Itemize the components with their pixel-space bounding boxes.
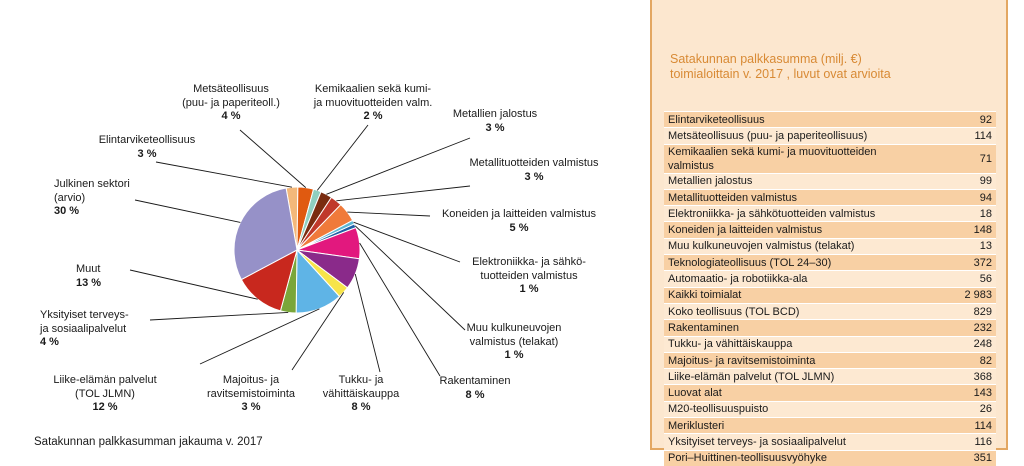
slice-label: [88, 134, 206, 161]
leader-line: [355, 274, 380, 372]
table-row: [664, 369, 996, 385]
table-cell-label: Metallien jalostus: [664, 173, 928, 189]
table-row: [664, 418, 996, 434]
slice-label-name: Rakentaminen: [439, 375, 511, 387]
slice-label-name: Liike-elämän palvelut (TOL JLMN): [53, 374, 157, 400]
table-cell-value: 116: [928, 434, 996, 450]
table-cell-value: 114: [928, 128, 996, 144]
table-cell-label: Tukku- ja vähittäiskauppa: [664, 336, 928, 352]
table-cell-value: 368: [928, 369, 996, 385]
slice-label-name: Metallituotteiden valmistus: [469, 157, 599, 169]
table-cell-label: Automaatio- ja robotiikka-ala: [664, 271, 928, 287]
chart-caption: Satakunnan palkkasumman jakauma v. 2017: [34, 436, 263, 448]
slice-label-percent: 8 %: [465, 388, 485, 401]
slice-label-name: Muu kulkuneuvojen valmistus (telakat): [466, 322, 562, 348]
slice-label: [441, 108, 549, 135]
leader-line: [355, 226, 465, 330]
table-row: [664, 222, 996, 238]
table-cell-value: 18: [928, 206, 996, 222]
slice-label-percent: 2 %: [363, 110, 383, 122]
table-cell-label: Teknologiateollisuus (TOL 24–30): [664, 255, 928, 271]
table-row: [664, 352, 996, 368]
slice-label-percent: 1 %: [504, 349, 524, 361]
slice-label: [40, 374, 170, 415]
table-cell-label: Metallituotteiden valmistus: [664, 189, 928, 205]
slice-label-percent: 3 %: [241, 401, 261, 413]
leader-line: [360, 243, 440, 376]
table-cell-label: Kemikaalien sekä kumi- ja muovituotteiden valmistus: [664, 144, 928, 173]
slice-label: [176, 83, 286, 124]
table-cell-label: Majoitus- ja ravitsemistoiminta: [664, 352, 928, 368]
slice-label: [430, 208, 608, 235]
table-cell-label: Yksityiset terveys- ja sosiaalipalvelut: [664, 434, 928, 450]
leader-line: [156, 162, 292, 187]
table-row: [664, 271, 996, 287]
slice-label-percent: 30 %: [54, 205, 80, 217]
slice-label-name: Metsäteollisuus (puu- ja paperiteoll.): [182, 83, 280, 109]
table-cell-value: 99: [928, 173, 996, 189]
slice-label-percent: 5 %: [509, 221, 529, 234]
slice-label-name: Metallien jalostus: [452, 108, 538, 120]
panel-title: [670, 52, 990, 81]
table-cell-label: Meriklusteri: [664, 418, 928, 434]
table-cell-value: 248: [928, 336, 996, 352]
leader-line: [150, 312, 288, 320]
slice-label-percent: 4 %: [221, 110, 241, 122]
slice-label-percent: 8 %: [351, 401, 371, 413]
table-cell-value: 13: [928, 238, 996, 254]
table-cell-value: 2 983: [928, 287, 996, 303]
slice-label: [298, 83, 448, 124]
slice-label-name: Julkinen sektori (arvio): [54, 178, 130, 204]
slice-label-name: Muut: [76, 263, 101, 275]
slice-label-name: Koneiden ja laitteiden valmistus: [441, 208, 597, 220]
table-cell-label: Luovat alat: [664, 385, 928, 401]
table-cell-value: 351: [928, 450, 996, 466]
table-cell-value: 148: [928, 222, 996, 238]
table-row: [664, 206, 996, 222]
table-row: [664, 238, 996, 254]
table-row: [664, 434, 996, 450]
slice-label: [54, 178, 164, 219]
slice-label-percent: 12 %: [92, 401, 118, 413]
slice-label: [448, 157, 620, 184]
table-cell-value: 94: [928, 189, 996, 205]
table-cell-value: 114: [928, 418, 996, 434]
table-cell-value: 71: [928, 144, 996, 173]
table-cell-label: Metsäteollisuus (puu- ja paperiteollisuus): [664, 128, 928, 144]
table-cell-value: 372: [928, 255, 996, 271]
table-cell-label: Rakentaminen: [664, 320, 928, 336]
slice-label-name: Yksityiset terveys- ja sosiaalipalvelut: [40, 309, 129, 335]
table-row: [664, 128, 996, 144]
table-cell-label: Muu kulkuneuvojen valmistus (telakat): [664, 238, 928, 254]
slice-label-name: Tukku- ja vähittäiskauppa: [322, 374, 400, 400]
table-cell-label: Pori–Huittinen-teollisuusvyöhyke: [664, 450, 928, 466]
table-row: [664, 385, 996, 401]
panel-title-line2: toimialoittain v. 2017 , luvut ovat arvioita: [670, 66, 891, 81]
slice-label: [76, 263, 136, 290]
table-cell-value: 232: [928, 320, 996, 336]
slice-label-percent: 3 %: [485, 121, 505, 134]
slice-label: [195, 374, 307, 415]
slice-label-name: Kemikaalien sekä kumi- ja muovituotteiden valm.: [313, 83, 433, 109]
table-cell-value: 143: [928, 385, 996, 401]
table-cell-label: Liike-elämän palvelut (TOL JLMN): [664, 369, 928, 385]
table-row: [664, 112, 996, 128]
table-cell-value: 829: [928, 303, 996, 319]
table-row: [664, 287, 996, 303]
table-row: [664, 450, 996, 466]
slice-label-name: Elektroniikka- ja sähkö- tuotteiden valmistus: [472, 256, 586, 282]
table-row: [664, 173, 996, 189]
slice-label-percent: 13 %: [76, 276, 102, 289]
slice-label: [40, 309, 170, 350]
table-cell-value: 56: [928, 271, 996, 287]
slice-label-name: Majoitus- ja ravitsemistoiminta: [206, 374, 296, 400]
table-cell-label: M20-teollisuuspuisto: [664, 401, 928, 417]
slice-label: [449, 322, 579, 363]
table-row: [664, 144, 996, 173]
slice-label: [420, 375, 530, 402]
table-row: [664, 320, 996, 336]
table-panel: [650, 0, 1008, 465]
table-cell-label: Elektroniikka- ja sähkötuotteiden valmistus: [664, 206, 928, 222]
slice-label-percent: 3 %: [137, 147, 157, 160]
slice-label-percent: 3 %: [524, 170, 544, 183]
table-cell-label: Koko teollisuus (TOL BCD): [664, 303, 928, 319]
leader-line: [347, 212, 430, 216]
slice-label-percent: 4 %: [40, 336, 59, 348]
panel-title-line1: Satakunnan palkkasumma (milj. €): [670, 52, 862, 66]
table-cell-label: Koneiden ja laitteiden valmistus: [664, 222, 928, 238]
table-cell-label: Elintarviketeollisuus: [664, 112, 928, 128]
payroll-table: [664, 111, 996, 466]
table-cell-label: Kaikki toimialat: [664, 287, 928, 303]
leader-line: [336, 186, 470, 201]
table-row: [664, 189, 996, 205]
slice-label-percent: 1 %: [519, 283, 539, 295]
slice-label: [312, 374, 410, 415]
table-cell-value: 82: [928, 352, 996, 368]
table-row: [664, 255, 996, 271]
table-row: [664, 336, 996, 352]
table-cell-value: 26: [928, 401, 996, 417]
slice-label: [459, 256, 599, 297]
table-row: [664, 303, 996, 319]
table-row: [664, 401, 996, 417]
slice-label-name: Elintarviketeollisuus: [98, 134, 196, 146]
table-cell-value: 92: [928, 112, 996, 128]
